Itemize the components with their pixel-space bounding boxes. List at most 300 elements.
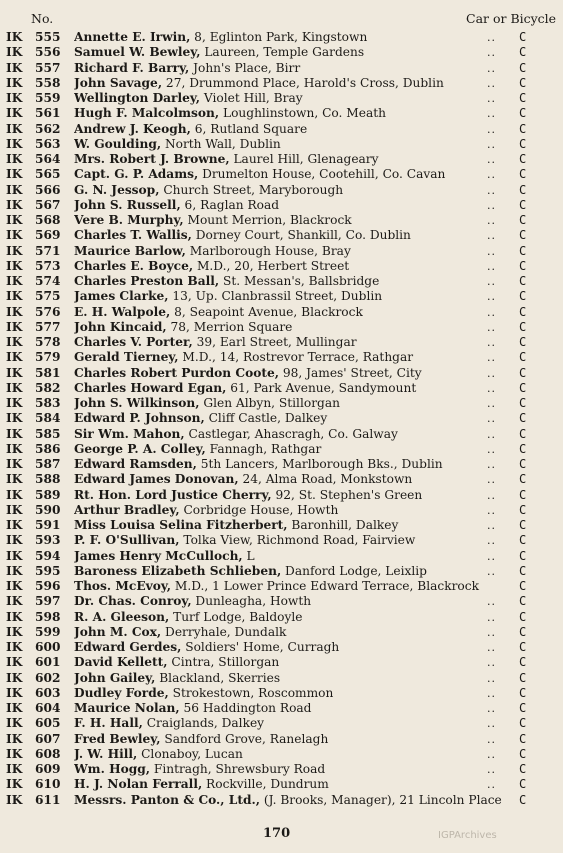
vehicle-type: C [519,335,527,349]
registration-number: 602 [35,670,61,685]
registration-prefix: IK [6,380,23,395]
owner-address: Laureen, Temple Gardens [200,45,365,60]
owner-entry [74,106,504,121]
owner-name: H. J. Nolan Ferrall, [74,777,203,792]
owner-entry [74,228,504,243]
owner-address: 61, Park Avenue, Sandymount [226,380,417,395]
owner-entry [74,76,504,91]
leader-dots: .. [487,717,496,731]
owner-address: 8, Eglinton Park, Kingstown [190,30,368,44]
leader-dots: .. [487,168,496,182]
owner-name: Capt. G. P. Adams, [74,167,199,182]
vehicle-type: C [519,792,527,807]
vehicle-type: C [519,640,527,654]
registration-prefix: IK [6,350,23,365]
registration-number: 581 [35,365,61,380]
registration-row [0,152,563,167]
owner-entry [74,61,504,76]
registration-prefix: IK [6,579,23,593]
registration-number: 562 [35,121,61,136]
registration-row [0,213,563,228]
owner-entry [74,198,504,213]
registration-prefix: IK [6,167,23,182]
vehicle-type: C [519,685,527,700]
registration-prefix: IK [6,411,23,426]
owner-address: Church Street, Maryborough [159,182,344,197]
vehicle-type: C [519,197,527,212]
registration-row [0,533,563,548]
owner-address: Laurel Hill, Glenageary [229,152,379,166]
owner-entry [74,305,504,320]
leader-dots: .. [487,305,496,319]
registration-row [0,777,563,792]
registration-number: 563 [35,136,61,151]
owner-entry [74,594,504,609]
owner-address: Tolka View, Richmond Road, Fairview [179,533,416,548]
leader-dots: .. [487,244,496,258]
registration-row [0,106,563,121]
owner-address: 98, James' Street, City [278,365,422,380]
owner-address: Danford Lodge, Leixlip [281,563,427,578]
leader-dots: .. [487,595,496,609]
vehicle-type: C [519,441,527,456]
registration-prefix: IK [6,457,23,471]
registration-number: 599 [35,624,61,639]
owner-address: Castlegar, Ahascragh, Co. Galway [184,426,398,441]
owner-name: G. N. Jessop, [74,182,160,197]
registration-prefix: IK [6,213,23,227]
registration-row [0,442,563,457]
owner-address: 13, Up. Clanbrassil Street, Dublin [168,289,383,304]
registration-prefix: IK [6,197,23,212]
owner-address: Fintragh, Shrewsbury Road [150,762,326,776]
registration-number: 573 [35,258,61,273]
owner-name: F. H. Hall, [74,716,143,731]
owner-name: Charles T. Wallis, [74,228,192,243]
vehicle-type: C [519,243,527,258]
leader-dots: .. [487,442,496,456]
owner-name: Gerald Tierney, [74,350,179,365]
owner-entry [74,564,504,579]
leader-dots: .. [487,732,496,746]
registration-prefix: IK [6,487,23,502]
owner-name: John S. Wilkinson, [74,396,200,410]
registration-prefix: IK [6,60,23,75]
owner-name: Wm. Hogg, [74,762,150,776]
vehicle-type: C [519,274,527,288]
owner-name: Edward P. Johnson, [74,411,205,426]
vehicle-type: C [519,746,527,761]
owner-name: Edward Gerdes, [74,640,182,654]
owner-name: John S. Russell, [74,197,181,212]
owner-name: Mrs. Robert J. Browne, [74,152,230,166]
owner-entry [74,396,504,411]
owner-entry [74,610,504,625]
registration-prefix: IK [6,91,23,105]
registration-number: 559 [35,91,61,105]
owner-entry [74,533,504,548]
leader-dots: .. [487,534,496,548]
leader-dots: .. [487,183,496,197]
registration-prefix: IK [6,30,23,44]
registration-row [0,564,563,579]
vehicle-type: C [519,518,527,532]
owner-name: Messrs. Panton & Co., Ltd., [74,792,260,807]
registration-row [0,625,563,640]
owner-name: Charles V. Porter, [74,335,193,349]
owner-address: Loughlinstown, Co. Meath [219,106,386,121]
owner-address: 6, Rutland Square [190,121,308,136]
registration-number: 585 [35,426,61,441]
owner-address: Cliff Castle, Dalkey [204,411,328,426]
registration-number: 556 [35,45,61,60]
owner-entry [74,472,504,487]
registration-prefix: IK [6,243,23,258]
vehicle-type: C [519,396,527,410]
owner-entry [74,335,504,350]
registration-row [0,579,563,594]
vehicle-type: C [519,30,527,44]
leader-dots: .. [487,366,496,380]
owner-entry [74,91,504,106]
vehicle-type: C [519,487,527,502]
owner-name: John Gailey, [74,670,156,685]
registration-row [0,411,563,426]
vehicle-type: C [519,304,527,319]
registration-prefix: IK [6,731,23,746]
vehicle-type: C [519,152,527,166]
owner-entry [74,655,504,670]
registration-number: 586 [35,441,61,456]
registration-prefix: IK [6,640,23,654]
registration-number: 566 [35,182,61,197]
registration-prefix: IK [6,518,23,532]
registration-prefix: IK [6,685,23,700]
owner-address: Corbridge House, Howth [179,502,339,517]
registration-prefix: IK [6,289,23,304]
owner-entry [74,213,504,228]
leader-dots: .. [487,92,496,105]
owner-address: Drumelton House, Cootehill, Co. Cavan [198,167,446,182]
owner-name: Fred Bewley, [74,731,161,746]
owner-entry [74,503,504,518]
owner-address: 5th Lancers, Marlborough Bks., Dublin [196,457,443,471]
vehicle-type: C [519,136,527,151]
owner-address: Violet Hill, Bray [200,91,303,105]
registration-number: 587 [35,457,61,471]
leader-dots: .. [487,214,496,227]
registration-number: 611 [35,792,61,807]
owner-name: W. Goulding, [74,136,162,151]
registration-number: 564 [35,152,61,166]
page-number: 170 [263,826,291,841]
owner-entry [74,625,504,640]
owner-entry [74,274,504,289]
vehicle-type: C [519,75,527,90]
registration-row [0,45,563,60]
owner-name: Charles Howard Egan, [74,380,227,395]
owner-entry [74,716,504,731]
owner-name: Charles Preston Ball, [74,274,220,288]
owner-address: Strokestown, Roscommon [168,685,334,700]
owner-address: 92, St. Stephen's Green [271,487,423,502]
registration-prefix: IK [6,152,23,166]
registration-number: 610 [35,777,61,792]
leader-dots: .. [487,519,496,532]
leader-dots: .. [487,320,496,334]
owner-name: Annette E. Irwin, [74,30,191,44]
owner-name: Charles Robert Purdon Coote, [74,365,279,380]
registration-number: 557 [35,60,61,75]
owner-address: 56 Haddington Road [179,701,312,715]
vehicle-type: C [519,762,527,776]
leader-dots: .. [487,107,496,121]
vehicle-type: C [519,716,527,731]
leader-dots: .. [487,503,496,517]
owner-entry [74,30,504,45]
registration-number: 568 [35,213,61,227]
registration-number: 590 [35,502,61,517]
owner-address: Derryhale, Dundalk [161,624,287,639]
leader-dots: .. [487,610,496,624]
registration-row [0,122,563,137]
vehicle-type: C [519,319,527,334]
leader-dots: .. [487,473,496,487]
owner-name: Baroness Elizabeth Schlieben, [74,563,282,578]
registration-prefix: IK [6,624,23,639]
leader-dots: .. [487,397,496,410]
registration-row [0,76,563,91]
owner-address: 24, Alma Road, Monkstown [238,472,413,487]
vehicle-type: C [519,228,527,243]
registration-prefix: IK [6,716,23,731]
owner-name: P. F. O'Sullivan, [74,533,180,548]
registration-row [0,244,563,259]
registration-row [0,610,563,625]
owner-name: Hugh F. Malcolmson, [74,106,220,121]
vehicle-type: C [519,548,527,563]
registration-row [0,183,563,198]
owner-address: Clonaboy, Lucan [137,746,243,761]
leader-dots: .. [487,488,496,502]
vehicle-type: C [519,350,527,365]
vehicle-type: C [519,731,527,746]
leader-dots: .. [487,702,496,715]
registration-prefix: IK [6,274,23,288]
owner-address: St. Messan's, Ballsbridge [219,274,380,288]
registration-row [0,716,563,731]
vehicle-type: C [519,91,527,105]
owner-address: 27, Drummond Place, Harold's Cross, Dublin [162,75,444,90]
vehicle-type: C [519,701,527,715]
vehicle-type: C [519,167,527,182]
registration-row [0,198,563,213]
owner-entry [74,701,504,716]
owner-name: James Henry McCulloch, [74,548,243,563]
registration-prefix: IK [6,594,23,609]
owner-name: Dudley Forde, [74,685,169,700]
registration-prefix: IK [6,396,23,410]
owner-address: Sandford Grove, Ranelagh [160,731,329,746]
vehicle-type: C [519,426,527,441]
registration-number: 601 [35,655,61,670]
registration-row [0,518,563,533]
owner-entry [74,777,504,792]
registration-number: 595 [35,563,61,578]
registration-row [0,167,563,182]
owner-entry [74,167,504,182]
vehicle-type: C [519,45,527,60]
registration-number: 604 [35,701,61,715]
registration-number: 576 [35,304,61,319]
vehicle-type: C [519,289,527,304]
registration-number: 583 [35,396,61,410]
leader-dots: .. [487,61,496,75]
owner-address: 6, Raglan Road [180,197,280,212]
registration-prefix: IK [6,182,23,197]
owner-address: (J. Brooks, Manager), 21 Lincoln Place [260,792,502,807]
owner-address: Blackland, Skerries [155,670,281,685]
vehicle-type: C [519,60,527,75]
registration-row [0,366,563,381]
owner-name: James Clarke, [74,289,169,304]
owner-address: Marlborough House, Bray [185,243,351,258]
registration-number: 605 [35,716,61,731]
registration-prefix: IK [6,502,23,517]
owner-name: Maurice Barlow, [74,243,186,258]
leader-dots: .. [487,686,496,700]
registration-prefix: IK [6,792,23,807]
registration-row [0,488,563,503]
leader-dots: .. [487,549,496,563]
owner-entry [74,518,504,533]
owner-entry [74,259,504,274]
registration-row [0,640,563,655]
registration-prefix: IK [6,426,23,441]
registration-row [0,701,563,716]
registration-prefix: IK [6,777,23,792]
vehicle-type: C [519,624,527,639]
owner-entry [74,640,504,655]
vehicle-type-column-label: Car or Bicycle [466,11,557,26]
registration-row [0,671,563,686]
registration-number: 574 [35,274,61,288]
leader-dots: .. [487,427,496,441]
owner-address: Glen Albyn, Stillorgan [199,396,340,410]
owner-name: Sir Wm. Mahon, [74,426,185,441]
owner-entry [74,762,504,777]
registration-number: 589 [35,487,61,502]
owner-address: 39, Earl Street, Mullingar [192,335,357,349]
leader-dots: .. [487,412,496,426]
leader-dots: .. [487,336,496,349]
owner-entry [74,244,504,259]
owner-address: 78, Merrion Square [166,319,293,334]
owner-entry [74,381,504,396]
vehicle-type: C [519,121,527,136]
registration-number: 578 [35,335,61,349]
owner-entry [74,793,519,808]
owner-address: Fannagh, Rathgar [205,441,322,456]
registration-row [0,320,563,335]
owner-entry [74,152,504,167]
registration-number: 575 [35,289,61,304]
owner-entry [74,427,504,442]
owner-name: Vere B. Murphy, [74,213,184,227]
leader-dots: .. [487,122,496,136]
registration-prefix: IK [6,75,23,90]
leader-dots: .. [487,763,496,776]
registration-number: 588 [35,472,61,487]
owner-name: George P. A. Colley, [74,441,206,456]
vehicle-type: C [519,655,527,670]
registration-prefix: IK [6,746,23,761]
leader-dots: .. [487,671,496,685]
owner-name: John Kincaid, [74,319,167,334]
owner-address: Dorney Court, Shankill, Co. Dublin [191,228,411,243]
registration-row [0,549,563,564]
leader-dots: .. [487,76,496,90]
registration-row [0,228,563,243]
vehicle-type: C [519,365,527,380]
owner-name: Maurice Nolan, [74,701,180,715]
registration-row [0,747,563,762]
leader-dots: .. [487,625,496,639]
registration-row [0,655,563,670]
registration-row [0,61,563,76]
owner-entry [74,457,504,472]
owner-entry [74,289,504,304]
leader-dots: .. [487,31,496,44]
registration-prefix: IK [6,258,23,273]
owner-entry [74,350,504,365]
owner-entry [74,122,504,137]
owner-name: David Kellett, [74,655,168,670]
vehicle-type: C [519,777,527,792]
owner-entry [74,747,504,762]
vehicle-type: C [519,579,527,593]
owner-name: Thos. McEvoy, [74,579,171,593]
owner-entry [74,579,519,594]
owner-name: Richard F. Barry, [74,60,190,75]
registration-prefix: IK [6,762,23,776]
owner-address: John's Place, Birr [189,60,301,75]
vehicle-type: C [519,502,527,517]
vehicle-type: C [519,380,527,395]
vehicle-type: C [519,258,527,273]
registration-prefix: IK [6,548,23,563]
registration-number: 609 [35,762,61,776]
registration-row [0,30,563,45]
registration-prefix: IK [6,609,23,624]
registration-prefix: IK [6,319,23,334]
registration-number: 591 [35,518,61,532]
owner-name: Miss Louisa Selina Fitzherbert, [74,518,288,532]
registration-row [0,289,563,304]
owner-name: Edward James Donovan, [74,472,239,487]
registration-row [0,350,563,365]
registration-number: 561 [35,106,61,121]
owner-entry [74,183,504,198]
registration-row [0,91,563,106]
registration-number: 555 [35,30,61,44]
owner-name: R. A. Gleeson, [74,609,170,624]
registration-prefix: IK [6,136,23,151]
registration-row [0,503,563,518]
leader-dots: .. [487,259,496,273]
owner-address: North Wall, Dublin [161,136,281,151]
owner-name: Edward Ramsden, [74,457,197,471]
